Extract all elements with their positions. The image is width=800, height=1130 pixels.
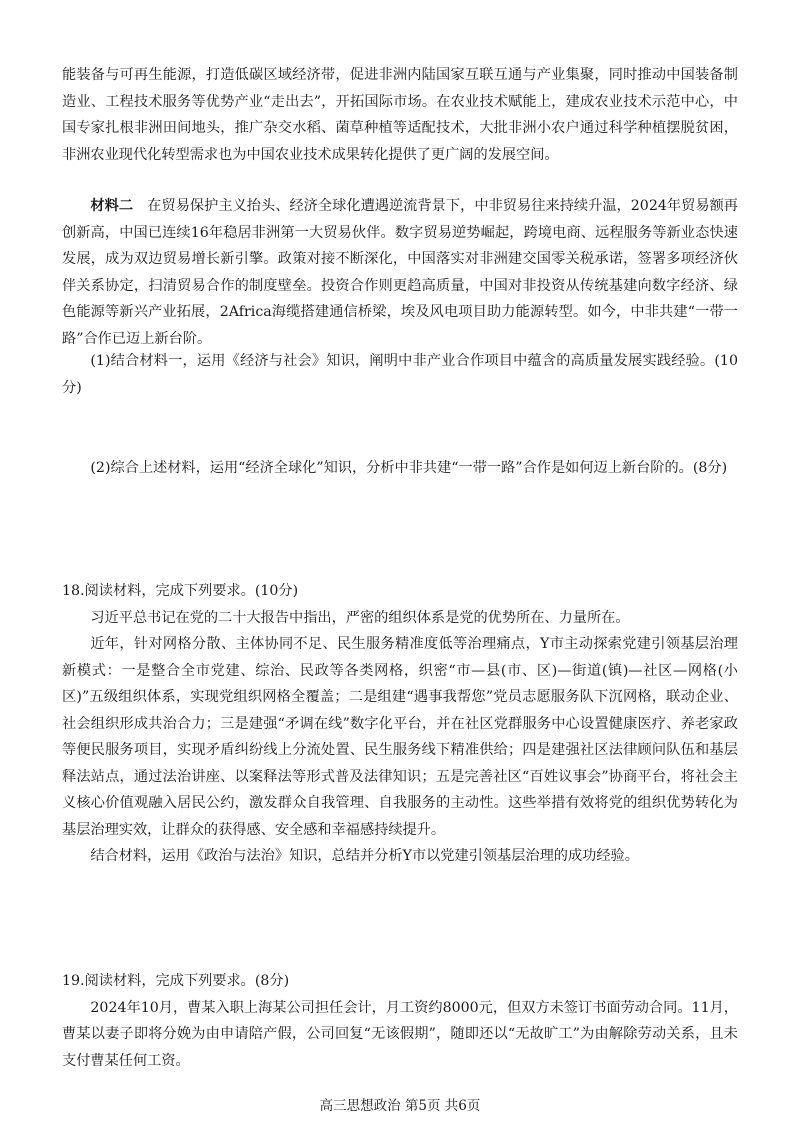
question-one <box>62 348 738 401</box>
question-one-text: (1)结合材料一，运用《经济与社会》知识，阐明中非产业合作项目中蕴含的高质量发展实践经验。(10分) <box>62 353 738 396</box>
continuation-paragraph: 能装备与可再生能源，打造低碳区域经济带，促进非洲内陆国家互联互通与产业集聚，同时推动中国装备制造业、工程技术服务等优势产业“走出去”，开拓国际市场。在农业技术赋能上，建成农业技术示范中心，中国专家扎根非洲田间地头，推广杂交水稻、菌草种植等适配技术，大批非洲小农户通过科学种植摆脱贫困，非洲农业现代化转型需求也为中国农业技术成果转化提供了更广阔的发展空间。 <box>62 67 738 163</box>
question-two-text: (2)综合上述材料，运用“经济全球化”知识，分析中非共建“一带一路”合作是如何迈上新台阶的。(8分) <box>90 460 728 476</box>
question-19 <box>62 968 738 1074</box>
material-two-label: 材料二 <box>90 198 134 214</box>
question-18 <box>62 578 738 870</box>
question-18-quote: 习近平总书记在党的二十大报告中指出，严密的组织体系是党的优势所在、力量所在。 <box>90 609 630 626</box>
question-18-heading: 18.阅读材料，完成下列要求。(10分) <box>62 583 299 599</box>
question-two <box>62 455 738 482</box>
page-footer: 高三思想政治 第5页 共6页 <box>319 1098 481 1114</box>
material-two-paragraph <box>62 193 738 352</box>
question-18-task: 结合材料，运用《政治与法治》知识，总结并分析Y市以党建引领基层治理的成功经验。 <box>90 848 639 864</box>
material-two-text: 在贸易保护主义抬头、经济全球化遭遇逆流背景下，中非贸易往来持续升温，2024年贸易额再创新高，中国已连续16年稳居非洲第一大贸易伙伴。数字贸易逆势崛起，跨境电商、远程服务等新业态快速发展，成为双边贸易增长新引擎。政策对接不断深化，中国落实对非洲建交国零关税承诺，签署多项经济伙伴关系协定，扫清贸易合作的制度壁垒。投资合作则更趋高质量，中国对非投资从传统基建向数字经济、绿色能源等新兴产业拓展，2Africa海缆搭建通信桥梁，埃及风电项目助力能源转型。如今，中非共建“一带一路”合作已迈上新台阶。 <box>62 198 738 347</box>
question-18-material: 近年，针对网格分散、主体协同不足、民生服务精准度低等治理痛点，Y市主动探索党建引领基层治理新模式：一是整合全市党建、综治、民政等各类网格，织密“市—县(市、区)—街道(镇)—社区—网格(小区)”五级组织体系，实现党组织网格全覆盖；二是组建“遇事我帮您”党员志愿服务队下沉网格，联动企业、社会组织形成共治合力；三是建强“矛调在线”数字化平台，并在社区党群服务中心设置健康医疗、养老家政等便民服务项目，实现矛盾纠纷线上分流处置、民生服务线下精准供给；四是建强社区法律顾问队伍和基层释法站点，通过法治讲座、以案释法等形式普及法律知识；五是完善社区“百姓议事会”协商平台，将社会主义核心价值观融入居民公约，激发群众自我管理、自我服务的主动性。这些举措有效将党的组织优势转化为基层治理实效，让群众的获得感、安全感和幸福感持续提升。 <box>62 636 738 838</box>
question-19-heading: 19.阅读材料，完成下列要求。(8分) <box>62 973 290 989</box>
question-19-material: 2024年10月，曹某入职上海某公司担任会计，月工资约8000元，但双方未签订书面劳动合同。11月，曹某以妻子即将分娩为由申请陪产假，公司回复“无该假期”，随即还以“无故旷工”为由解除劳动关系，且未支付曹某任何工资。 <box>62 999 738 1069</box>
material-two-section <box>62 193 738 352</box>
continuation-section <box>62 62 738 168</box>
